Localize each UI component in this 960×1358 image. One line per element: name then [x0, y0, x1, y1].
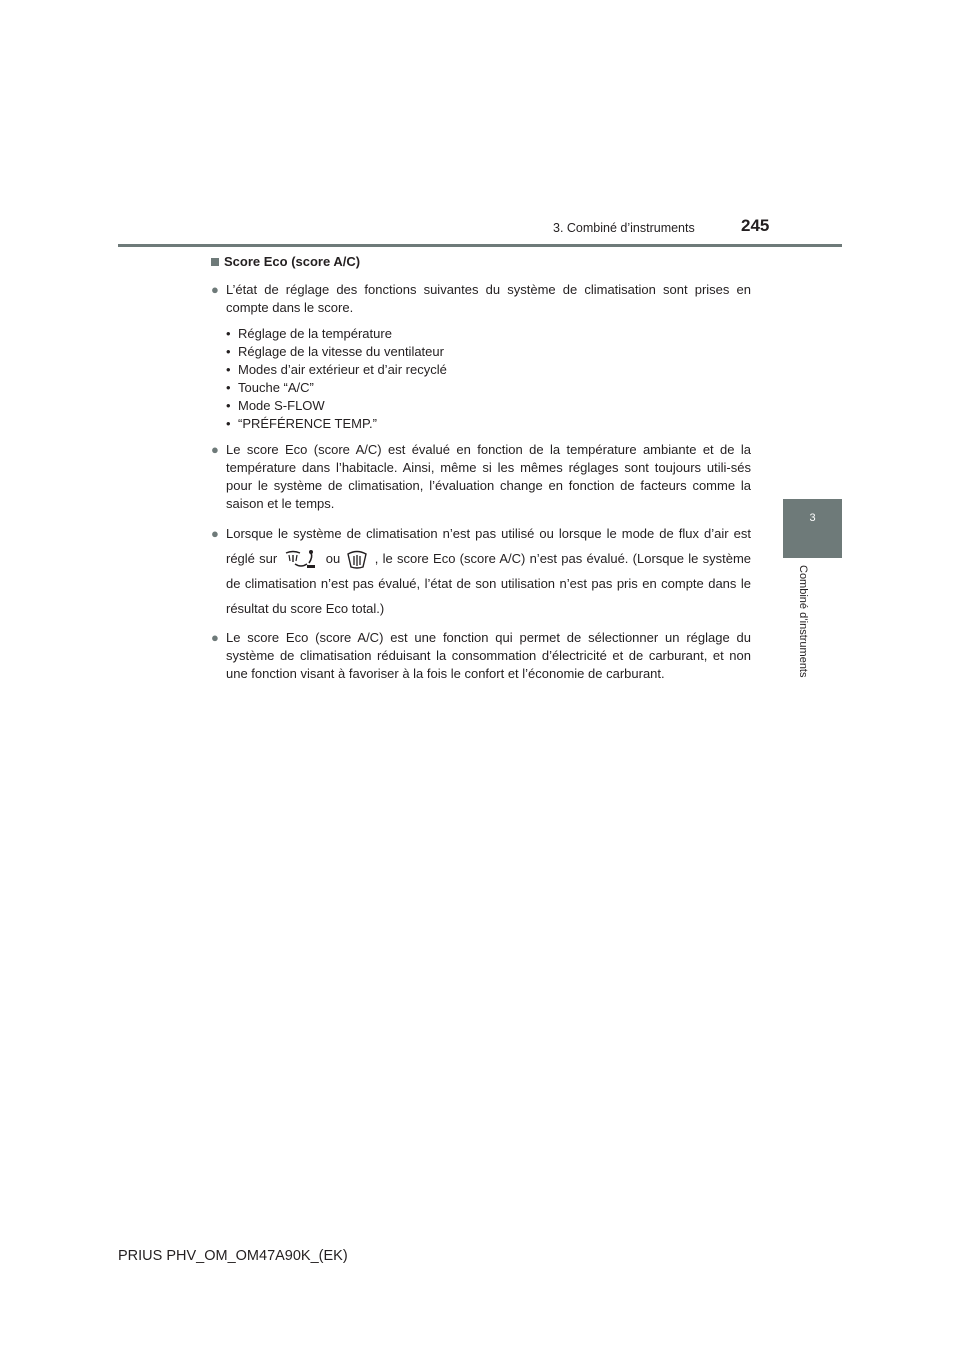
- main-content: [211, 253, 751, 691]
- section-title: [211, 253, 751, 271]
- chapter-tab-number: 3: [809, 512, 816, 524]
- bullet-text-end: , le score Eco (score A/C) n’est pas évalué. (Lorsque le système de climatisation n’est pas évalué, l’état de son utilisation n’est pas pris en compte dans le résultat du score Eco total.): [226, 551, 752, 616]
- header-rule: [118, 244, 842, 247]
- windshield-defrost-icon: [346, 549, 368, 571]
- bullet-point: [211, 629, 751, 683]
- sub-list: [226, 325, 751, 433]
- bullet-point: [211, 281, 751, 433]
- bullet-text: L’état de réglage des fonctions suivantes du système de climatisation sont prises en compte dans le score.: [226, 282, 751, 315]
- windshield-feet-airflow-icon: [283, 549, 319, 571]
- bullet-text: Le score Eco (score A/C) est évalué en fonction de la température ambiante et de la température dans l’habitacle. Ainsi, même si les mêmes réglages sont toujours utili-sés pour le système de climatisation, l’évaluation change en fonction de facteurs comme la saison et le temps.: [226, 442, 751, 511]
- chapter-tab: [783, 499, 842, 558]
- bullet-point: [211, 441, 751, 513]
- list-item: • Réglage de la vitesse du ventilateur: [226, 344, 444, 359]
- circle-bullet-icon: ●: [211, 526, 219, 541]
- section-title-text: Score Eco (score A/C): [224, 254, 361, 269]
- document-id: PRIUS PHV_OM_OM47A90K_(EK): [118, 1248, 348, 1264]
- circle-bullet-icon: ●: [211, 282, 219, 297]
- bullet-text-or: ou: [325, 551, 341, 566]
- page-number: 245: [741, 216, 770, 235]
- list-item: • Mode S-FLOW: [226, 398, 325, 413]
- list-item: • Réglage de la température: [226, 326, 392, 341]
- list-item: • Modes d’air extérieur et d’air recyclé: [226, 362, 447, 377]
- circle-bullet-icon: ●: [211, 442, 219, 457]
- list-item: • Touche “A/C”: [226, 380, 314, 395]
- bullet-text: Le score Eco (score A/C) est une fonction qui permet de sélectionner un réglage du système de climatisation réduisant la consommation d’électricité et de carburant, et non une fonction visant à favoriser à la fois le confort et l’économie de carburant.: [226, 630, 751, 681]
- chapter-tab-label: Combiné d’instruments: [797, 565, 809, 678]
- bullet-point: [211, 521, 751, 621]
- list-item: • “PRÉFÉRENCE TEMP.”: [226, 416, 377, 431]
- chapter-heading: 3. Combiné d’instruments: [553, 221, 695, 235]
- circle-bullet-icon: ●: [211, 630, 219, 645]
- bullet-text-start: Lorsque le système de climatisation n’est pas utilisé ou lorsque le mode de flux d’air est réglé sur: [226, 526, 751, 566]
- square-bullet-icon: [211, 258, 219, 266]
